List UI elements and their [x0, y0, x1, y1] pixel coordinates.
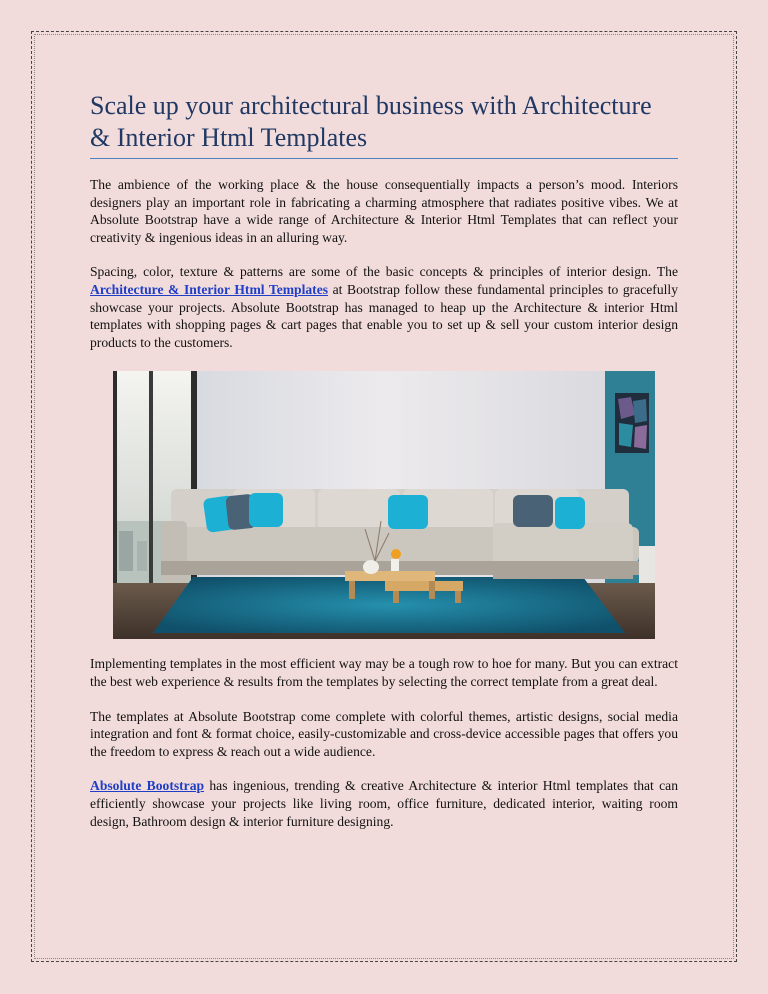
principles-text-after: at Bootstrap follow these fundamental principles to gracefully showcase your projects. Absolute Bootstrap has managed to heap up the Architecture & interior Html templates with shopping pages & cart pages that enable you to set up & sell your custom interior design products to the customers. — [90, 281, 678, 350]
coffee-table — [345, 571, 435, 581]
templates-link[interactable]: Architecture & Interior Html Templates — [90, 281, 329, 297]
vase — [363, 560, 379, 574]
closing-text: has ingenious, trending & creative Architecture & interior Html templates that can efficiently showcase your projects like living room, office furniture, dedicated interior, waiting room design, Bathroom design & interior furniture designing. — [90, 778, 678, 829]
absolute-bootstrap-link[interactable]: Absolute Bootstrap — [90, 778, 205, 794]
principles-paragraph — [90, 263, 678, 351]
implementing-paragraph: Implementing templates in the most efficient way may be a tough row to hoe for many. But you can extract the best web experience & results from the templates by selecting the correct template from a great deal. — [90, 656, 678, 689]
page-title: Scale up your architectural business with Architecture & Interior Html Templates — [90, 90, 678, 159]
intro-paragraph: The ambience of the working place & the house consequentially impacts a person’s mood. Interiors designers play an important role in fabricating a charming atmosphere that radiates positive vibes. We at Absolute Bootstrap have a wide range of Architecture & Interior Html Templates that can reflect your creativity & ingenious ideas in an alluring way. — [90, 177, 678, 245]
closing-paragraph — [90, 777, 678, 830]
document-body — [90, 90, 678, 830]
principles-text-before: Spacing, color, texture & patterns are some of the basic concepts & principles of interior design. The — [90, 264, 678, 280]
living-room-photo — [113, 371, 655, 639]
features-paragraph: The templates at Absolute Bootstrap come complete with colorful themes, artistic designs, social media integration and font & format choice, easily-customizable and cross-device accessible pages that offers you the freedom to express & reach out a wide audience. — [90, 708, 678, 759]
